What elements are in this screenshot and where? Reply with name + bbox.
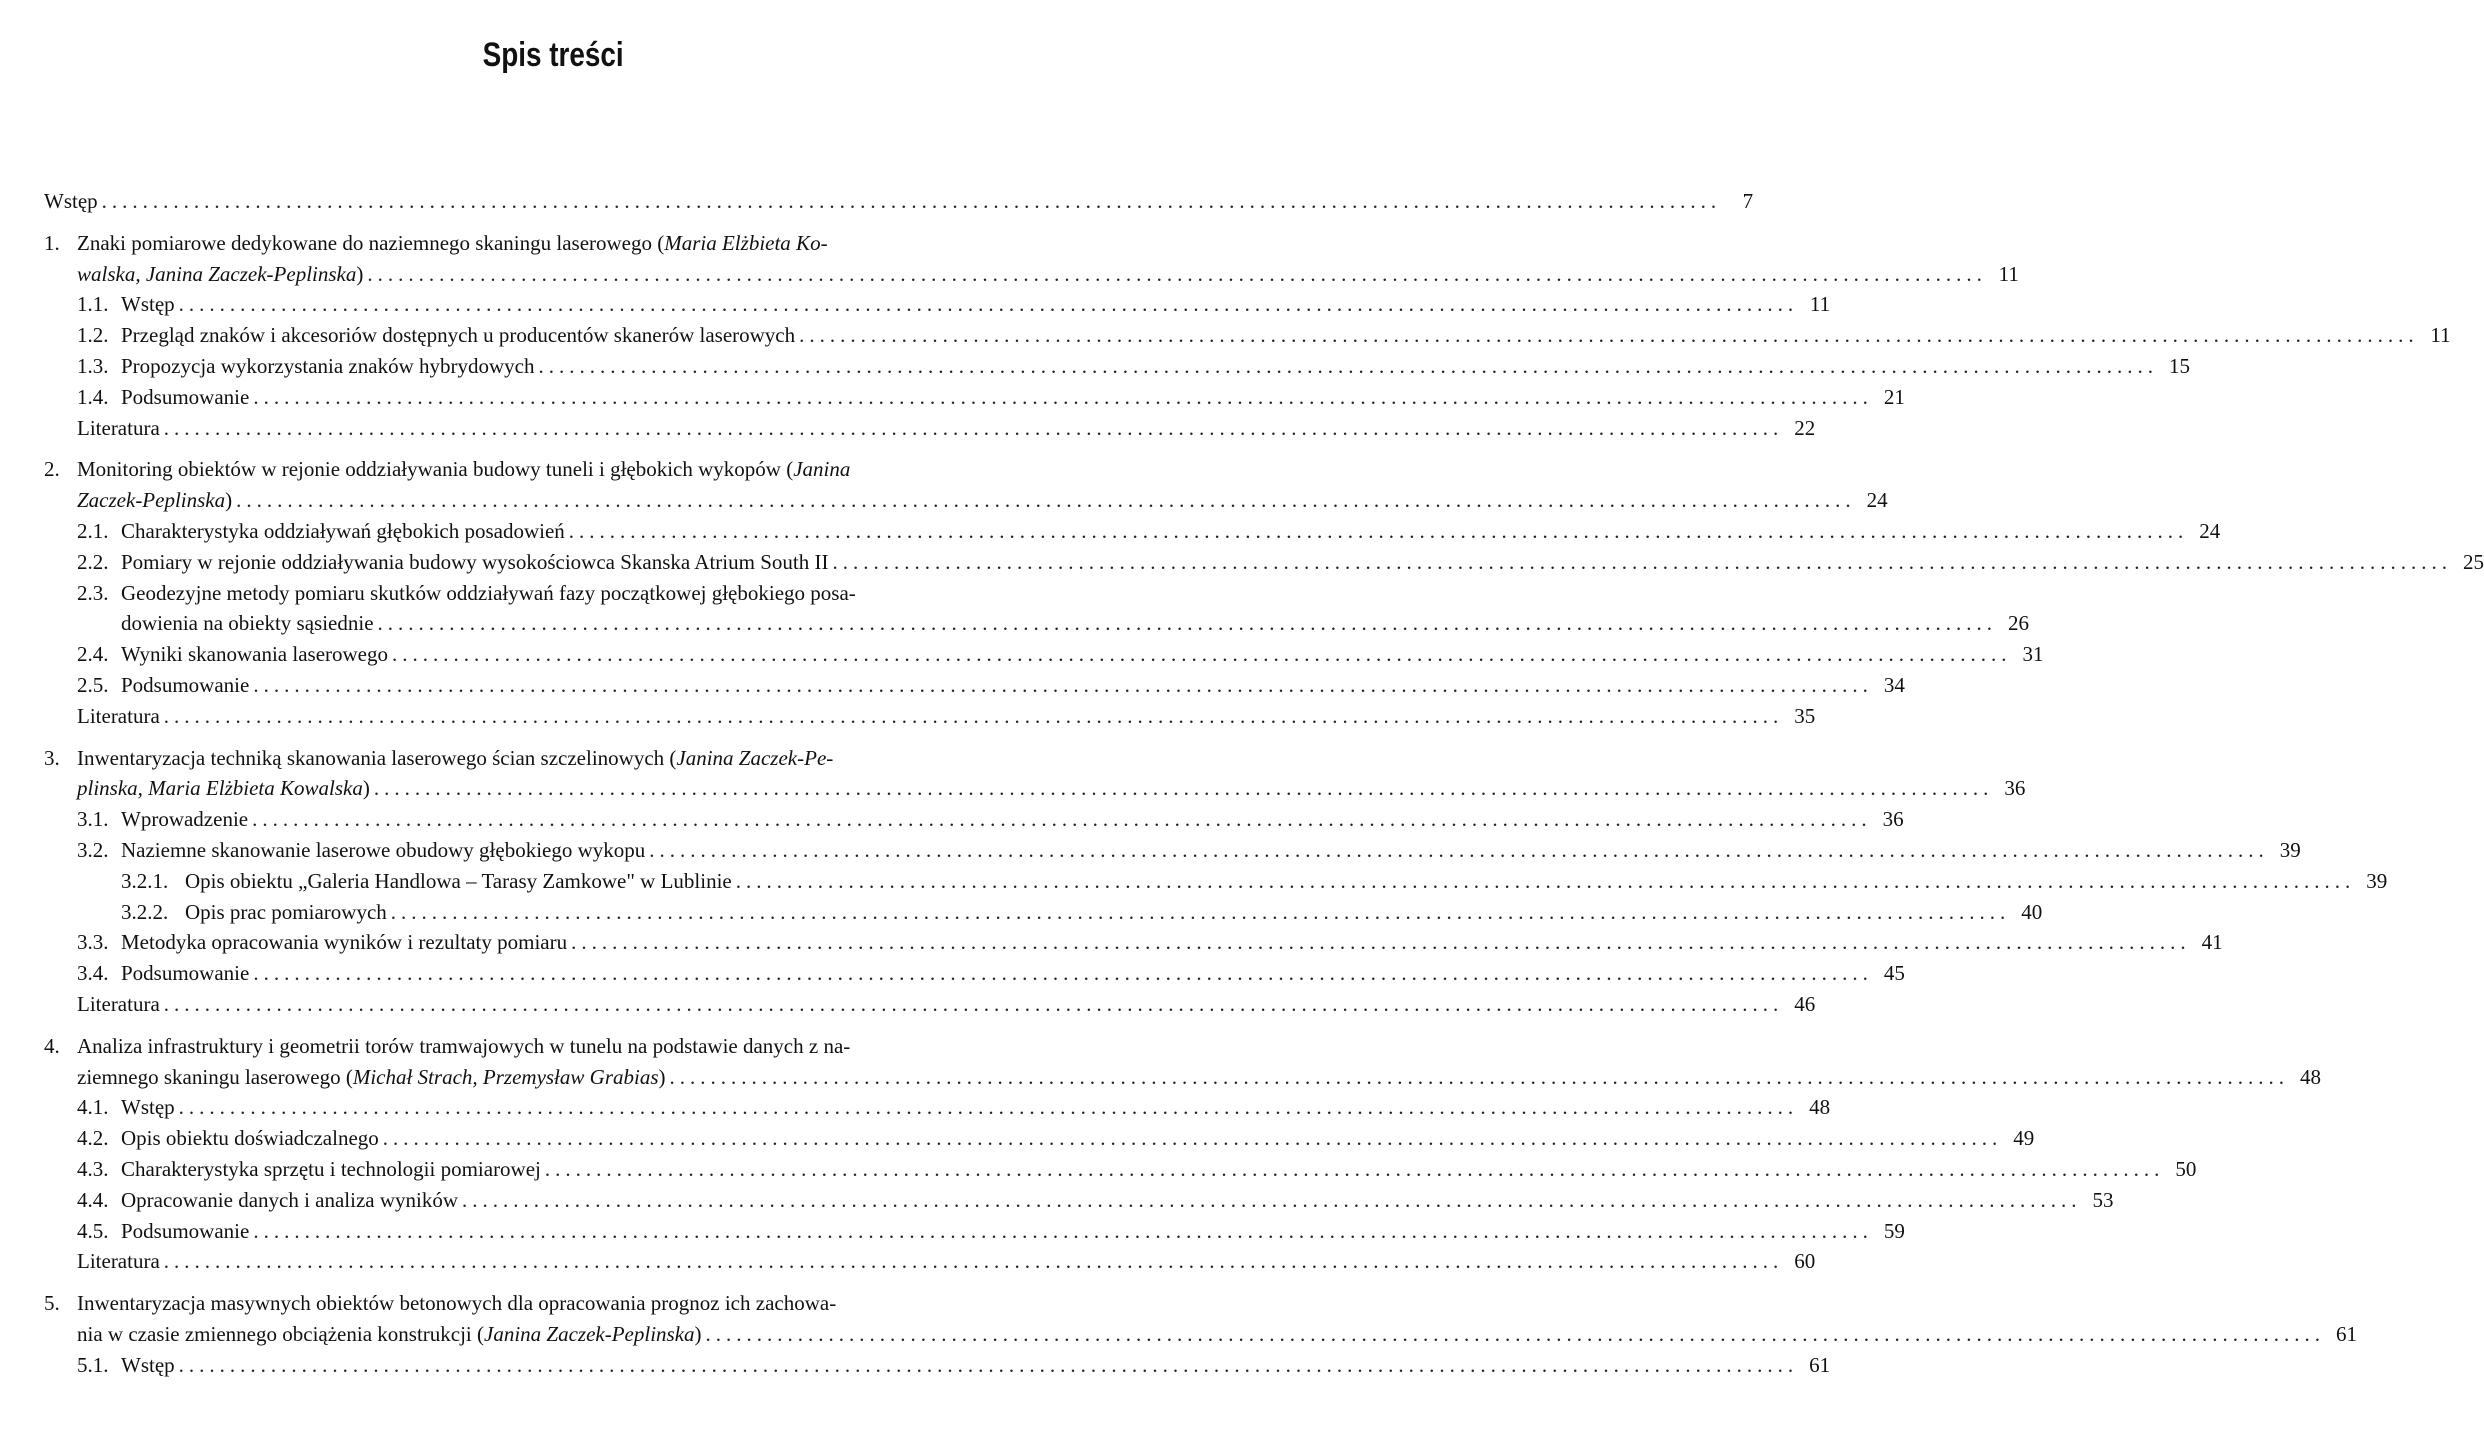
section-number: 2.2.: [77, 549, 109, 574]
chapter-title: ): [694, 1321, 702, 1346]
toc-page-number: 61: [1809, 1352, 1831, 1377]
section-number: 3.1.: [77, 807, 109, 832]
toc-page-number: 34: [1883, 672, 1905, 697]
chapter-spacer: [44, 443, 1040, 454]
chapter-authors: Janina Zaczek-Peplinska: [484, 1321, 695, 1346]
dot-leader: ..............................................................................................................................................................: [253, 961, 1873, 986]
dot-leader: ..............................................................................................................................................................: [253, 1218, 1873, 1243]
toc-section-entry: [44, 1092, 1831, 1123]
toc-page-number: 24: [2199, 518, 2221, 543]
section-title: Opracowanie danych i analiza wyników: [121, 1187, 459, 1212]
chapter-heading-line: [44, 773, 2026, 804]
dot-leader: ..............................................................................................................................................................: [705, 1321, 2326, 1346]
literature-title: Literatura: [77, 991, 160, 1016]
chapter-number: 5.: [44, 1291, 60, 1316]
section-title: Wyniki skanowania laserowego: [121, 642, 388, 667]
section-number: 3.3.: [77, 930, 109, 955]
section-title: Wstęp: [121, 1095, 175, 1120]
section-number: 4.2.: [77, 1126, 109, 1151]
toc-page-number: 11: [1809, 292, 1831, 317]
toc-subsection-entry: [44, 897, 2043, 928]
toc-page-number: 39: [2366, 868, 2388, 893]
dot-leader: ..............................................................................................................................................................: [163, 1249, 1784, 1274]
toc-section-entry: [44, 927, 2223, 958]
dot-leader: ..............................................................................................................................................................: [538, 353, 2158, 378]
dot-leader: ..............................................................................................................................................................: [392, 642, 2012, 667]
toc-page-number: 40: [2021, 899, 2043, 924]
page-title: Spis treści: [482, 36, 624, 74]
section-number: 4.4.: [77, 1187, 109, 1212]
dot-leader: ..............................................................................................................................................................: [382, 1126, 2003, 1151]
dot-leader: ..............................................................................................................................................................: [571, 930, 2191, 955]
toc-page-number: 41: [2201, 930, 2223, 955]
chapter-title: ): [658, 1064, 666, 1089]
toc-section-entry: [44, 289, 1831, 320]
toc-section-entry: [44, 351, 2190, 382]
section-number: 1.3.: [77, 353, 109, 378]
toc-entry-intro: [44, 186, 1754, 217]
toc-page-number: 50: [2175, 1156, 2197, 1181]
toc-page-number: 48: [2300, 1064, 2321, 1089]
section-title: Naziemne skanowanie laserowe obudowy głębokiego wykopu: [121, 837, 646, 862]
chapter-heading-line: [44, 485, 1888, 516]
literature-title: Literatura: [77, 415, 160, 440]
toc-page-number: 48: [1809, 1095, 1831, 1120]
toc-section-entry: [44, 1216, 1905, 1247]
dot-leader: ..............................................................................................................................................................: [252, 807, 1872, 832]
toc-page-number: 22: [1794, 415, 1816, 440]
chapter-authors: Janina Zaczek-Pe-: [676, 745, 834, 770]
dot-leader: ..............................................................................................................................................................: [568, 518, 2189, 543]
dot-leader: ..............................................................................................................................................................: [669, 1064, 2289, 1089]
chapter-title: ziemnego skaningu laserowego (: [77, 1064, 353, 1089]
dot-leader: ..............................................................................................................................................................: [462, 1187, 2082, 1212]
chapter-title: Znaki pomiarowe dedykowane do naziemnego skaningu laserowego (: [77, 230, 665, 255]
section-title: Opis obiektu doświadczalnego: [121, 1126, 379, 1151]
toc-page-number: 31: [2022, 642, 2044, 667]
dot-leader: ..............................................................................................................................................................: [178, 292, 1799, 317]
toc-literature-entry: [44, 413, 1816, 444]
chapter-title: Inwentaryzacja techniką skanowania laserowego ścian szczelinowych (: [77, 745, 677, 770]
toc-section-entry: [44, 547, 2484, 578]
section-number: 3.2.: [77, 837, 109, 862]
toc-literature-entry: [44, 989, 1816, 1020]
section-number: 4.3.: [77, 1156, 109, 1181]
section-title: Przegląd znaków i akcesoriów dostępnych u producentów skanerów laserowych: [121, 323, 796, 348]
chapter-title: nia w czasie zmiennego obciążenia konstrukcji (: [77, 1321, 484, 1346]
dot-leader: ..............................................................................................................................................................: [236, 488, 1856, 513]
toc-entry-title: Wstęp: [44, 189, 98, 213]
dot-leader: ..............................................................................................................................................................: [377, 611, 1998, 636]
chapter-spacer: [44, 1277, 1040, 1288]
toc-section-entry: [44, 1350, 1831, 1381]
chapter-spacer: [44, 217, 1040, 228]
dot-leader: ..............................................................................................................................................................: [367, 261, 1987, 286]
chapter-title: ): [362, 776, 370, 801]
toc-page-number: 36: [2004, 776, 2026, 801]
section-title: Podsumowanie: [121, 961, 250, 986]
dot-leader: ..............................................................................................................................................................: [101, 189, 1722, 213]
toc-section-entry: [44, 578, 1040, 609]
dot-leader: ..............................................................................................................................................................: [178, 1095, 1799, 1120]
section-title: Metodyka opracowania wyników i rezultaty pomiaru: [121, 930, 568, 955]
chapter-heading-line: [44, 1319, 2358, 1350]
toc-page-number: 60: [1794, 1249, 1816, 1274]
chapter-number: 1.: [44, 230, 60, 255]
toc-page-number: 11: [1998, 261, 2019, 286]
section-title: Podsumowanie: [121, 384, 250, 409]
chapter-authors: Janina: [793, 457, 851, 482]
chapter-authors: walska, Janina Zaczek-Peplinska: [77, 261, 357, 286]
chapter-number: 3.: [44, 745, 60, 770]
chapter-title: ): [225, 488, 233, 513]
dot-leader: ..............................................................................................................................................................: [253, 384, 1873, 409]
chapter-heading-line: [44, 454, 1040, 485]
dot-leader: ..............................................................................................................................................................: [649, 837, 2269, 862]
toc-section-entry: [44, 835, 2301, 866]
dot-leader: ..............................................................................................................................................................: [163, 991, 1784, 1016]
dot-leader: ..............................................................................................................................................................: [163, 415, 1784, 440]
toc-page-number: 11: [2430, 323, 2451, 348]
toc-section-entry: [44, 1185, 2114, 1216]
toc-page-number: 35: [1794, 703, 1816, 728]
section-title: Podsumowanie: [121, 672, 250, 697]
toc-section-entry: [44, 1154, 2197, 1185]
toc-page-number: 7: [1742, 189, 1754, 213]
chapter-heading-line: [44, 743, 1040, 774]
chapter-authors: Maria Elżbieta Ko-: [664, 230, 828, 255]
chapter-number: 2.: [44, 457, 60, 482]
chapter-spacer: [44, 732, 1040, 743]
section-title: Podsumowanie: [121, 1218, 250, 1243]
chapter-spacer: [44, 1020, 1040, 1031]
chapter-title: ): [356, 261, 364, 286]
section-number: 3.4.: [77, 961, 109, 986]
chapter-heading-line: [44, 228, 1040, 259]
section-number: 5.1.: [77, 1352, 109, 1377]
toc-page-number: 26: [2008, 611, 2030, 636]
section-number: 2.3.: [77, 580, 109, 605]
section-title: Opis obiektu „Galeria Handlowa – Tarasy Zamkowe" w Lublinie: [185, 868, 732, 893]
section-number: 1.1.: [77, 292, 109, 317]
section-number: 3.2.1.: [121, 868, 169, 893]
section-title: Propozycja wykorzystania znaków hybrydowych: [121, 353, 535, 378]
section-title: Wstęp: [121, 1352, 175, 1377]
toc-literature-entry: [44, 1246, 1816, 1277]
section-title: dowienia na obiekty sąsiednie: [121, 611, 374, 636]
dot-leader: ..............................................................................................................................................................: [178, 1352, 1799, 1377]
literature-title: Literatura: [77, 1249, 160, 1274]
section-title: Wprowadzenie: [121, 807, 249, 832]
toc-subsection-entry: [44, 866, 2388, 897]
chapter-heading-line: [44, 1031, 1040, 1062]
section-number: 2.4.: [77, 642, 109, 667]
toc-page-number: 25: [2462, 549, 2484, 574]
chapter-authors: Zaczek-Peplinska: [77, 488, 226, 513]
section-number: 4.5.: [77, 1218, 109, 1243]
dot-leader: ..............................................................................................................................................................: [163, 703, 1784, 728]
section-title: Wstęp: [121, 292, 175, 317]
chapter-number: 4.: [44, 1033, 60, 1058]
dot-leader: ..............................................................................................................................................................: [373, 776, 1994, 801]
dot-leader: ..............................................................................................................................................................: [832, 549, 2452, 574]
chapter-heading-line: [44, 259, 2019, 290]
toc-section-entry: [44, 320, 2451, 351]
section-title: Charakterystyka oddziaływań głębokich posadowień: [121, 518, 565, 543]
toc-section-entry: [44, 804, 1904, 835]
toc-page-number: 24: [1866, 488, 1888, 513]
section-number: 3.2.2.: [121, 899, 169, 924]
toc-literature-entry: [44, 701, 1816, 732]
toc-page-number: 61: [2336, 1321, 2358, 1346]
toc-page-number: 53: [2092, 1187, 2114, 1212]
chapter-title: Inwentaryzacja masywnych obiektów betonowych dla opracowania prognoz ich zachowa-: [77, 1291, 837, 1316]
toc-page-number: 59: [1883, 1218, 1905, 1243]
toc-section-entry: [44, 382, 1905, 413]
toc-page-number: 46: [1794, 991, 1816, 1016]
section-number: 4.1.: [77, 1095, 109, 1120]
section-title: Pomiary w rejonie oddziaływania budowy wysokościowca Skanska Atrium South II: [121, 549, 829, 574]
chapter-title: Analiza infrastruktury i geometrii torów tramwajowych w tunelu na podstawie danych z na-: [77, 1033, 851, 1058]
section-title: Charakterystyka sprzętu i technologii pomiarowej: [121, 1156, 541, 1181]
section-number: 2.1.: [77, 518, 109, 543]
literature-title: Literatura: [77, 703, 160, 728]
section-number: 2.5.: [77, 672, 109, 697]
toc-section-entry: [44, 516, 2221, 547]
dot-leader: ..............................................................................................................................................................: [735, 868, 2356, 893]
toc-page-number: 45: [1883, 961, 1905, 986]
toc-section-entry: [44, 639, 2044, 670]
section-number: 1.4.: [77, 384, 109, 409]
toc-page-number: 49: [2013, 1126, 2035, 1151]
toc-page-number: 21: [1883, 384, 1905, 409]
section-title: Opis prac pomiarowych: [185, 899, 387, 924]
dot-leader: ..............................................................................................................................................................: [799, 323, 2419, 348]
toc-section-entry: [44, 1123, 2035, 1154]
dot-leader: ..............................................................................................................................................................: [544, 1156, 2165, 1181]
chapter-heading-line: [44, 1288, 1040, 1319]
toc-page-number: 15: [2168, 353, 2190, 378]
dot-leader: ..............................................................................................................................................................: [390, 899, 2011, 924]
chapter-authors: plinska, Maria Elżbieta Kowalska: [77, 776, 363, 801]
chapter-authors: Michał Strach, Przemysław Grabias: [352, 1064, 659, 1089]
toc-section-entry: [44, 670, 1905, 701]
chapter-heading-line: [44, 1062, 2321, 1093]
toc-page-number: 36: [1882, 807, 1904, 832]
toc-page-number: 39: [2279, 837, 2301, 862]
toc-section-entry: [44, 958, 1905, 989]
section-number: 1.2.: [77, 323, 109, 348]
table-of-contents: [44, 186, 2484, 1380]
section-title: Geodezyjne metody pomiaru skutków oddziaływań fazy początkowej głębokiego posa-: [121, 580, 856, 605]
dot-leader: ..............................................................................................................................................................: [253, 672, 1873, 697]
chapter-title: Monitoring obiektów w rejonie oddziaływania budowy tuneli i głębokich wykopów (: [77, 457, 794, 482]
toc-section-entry: [44, 608, 2030, 639]
